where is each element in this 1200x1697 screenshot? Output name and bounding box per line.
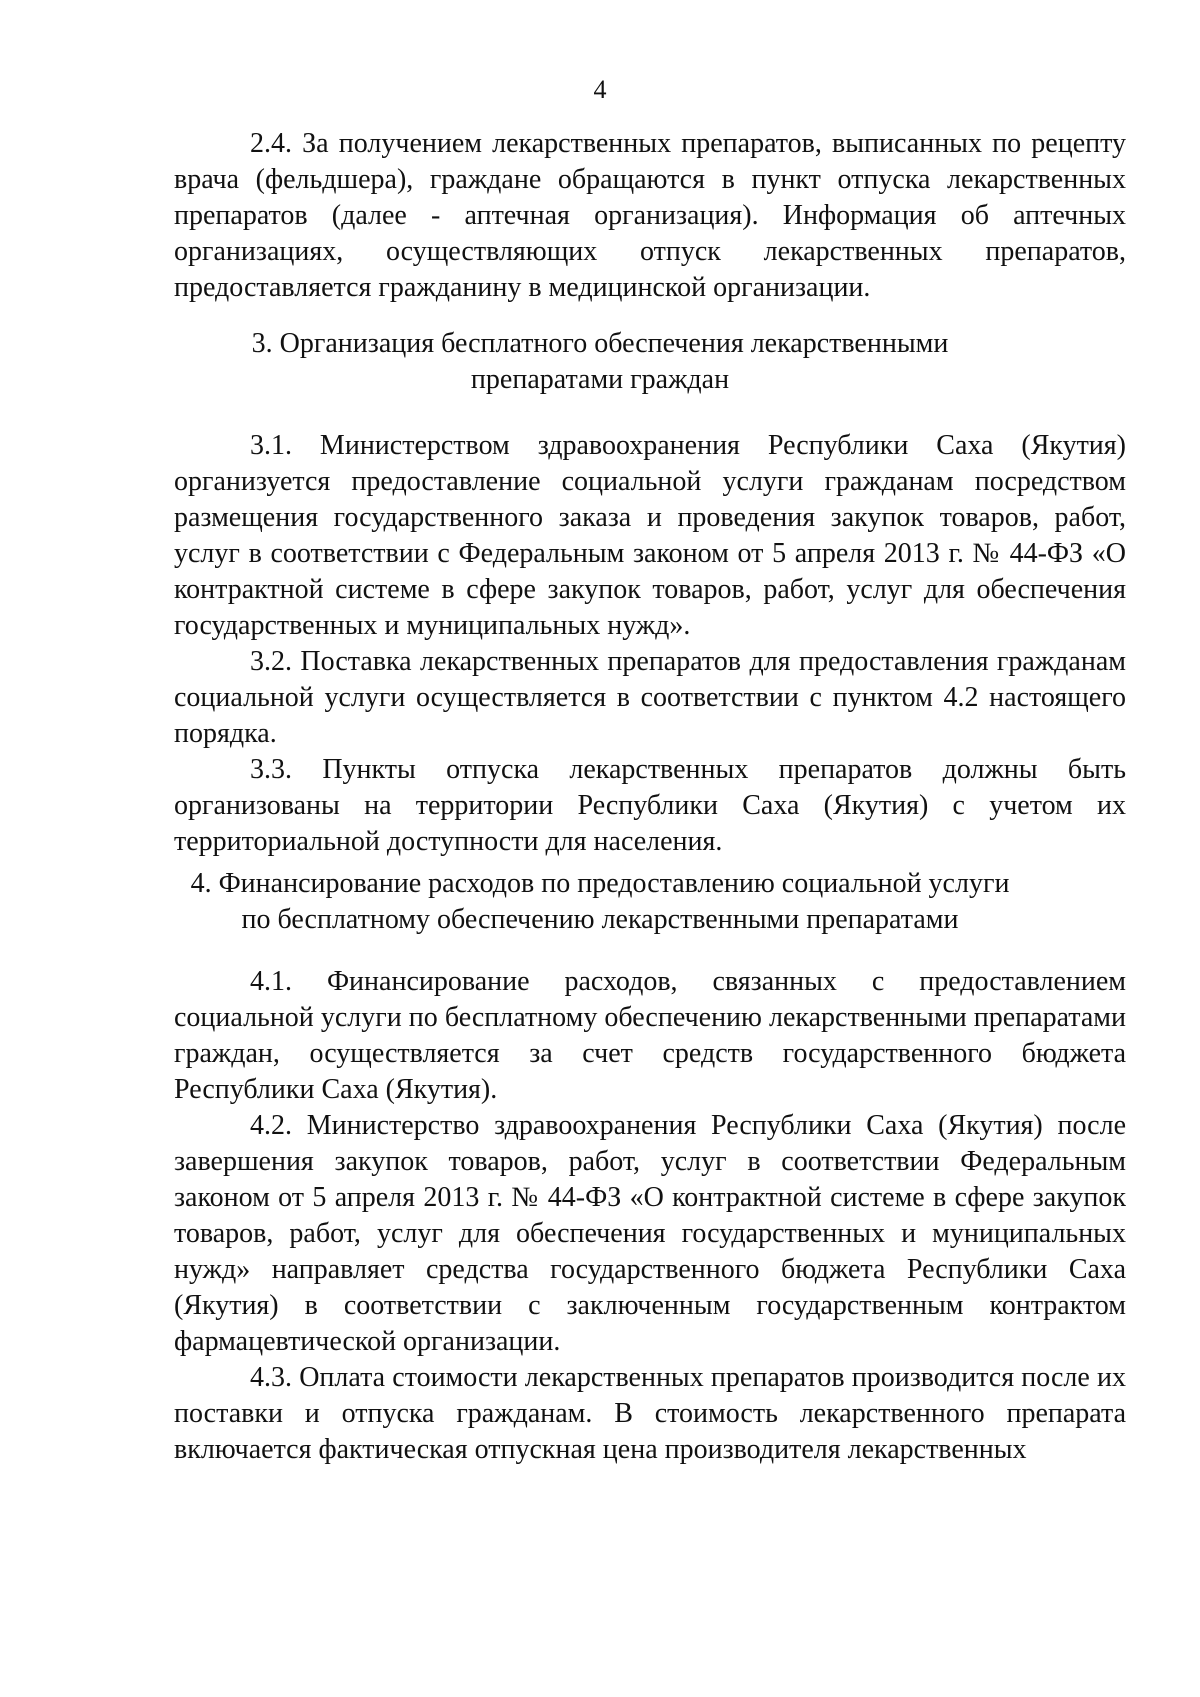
- section-3-heading: [0, 326, 1200, 398]
- section-3-heading-line2: препаратами граждан: [470, 364, 730, 395]
- paragraph-4-2: 4.2. Министерство здравоохранения Республики Саха (Якутия) после завершения закупок товаров, работ, услуг в соответствии Федеральным законом от 5 апреля 2013 г. № 44-ФЗ «О контрактной системе в сфере закупок товаров, работ, услуг для обеспечения государственных и муниципальных нужд» направляет средства государственного бюджета Республики Саха (Якутия) в соответствии с заключенным государственным контрактом фармацевтической организации.: [174, 1110, 1126, 1357]
- section-3-body: [174, 428, 1126, 860]
- section-2-4: [174, 126, 1126, 306]
- section-4-heading: [0, 866, 1200, 938]
- paragraph-4-1: 4.1. Финансирование расходов, связанных с предоставлением социальной услуги по бесплатному обеспечению лекарственными препаратами граждан, осуществляется за счет средств государственного бюджета Республики Саха (Якутия).: [174, 966, 1126, 1105]
- paragraph-3-1: 3.1. Министерством здравоохранения Республики Саха (Якутия) организуется предоставление социальной услуги гражданам посредством размещения государственного заказа и проведения закупок товаров, работ, услуг в соответствии с Федеральным законом от 5 апреля 2013 г. № 44-ФЗ «О контрактной системе в сфере закупок товаров, работ, услуг для обеспечения государственных и муниципальных нужд».: [174, 430, 1126, 641]
- paragraph-3-2: 3.2. Поставка лекарственных препаратов для предоставления гражданам социальной услуги осуществляется в соответствии с пунктом 4.2 настоящего порядка.: [174, 646, 1126, 749]
- page-number: 4: [593, 75, 607, 104]
- paragraph-2-4: 2.4. За получением лекарственных препаратов, выписанных по рецепту врача (фельдшера), граждане обращаются в пункт отпуска лекарственных препаратов (далее - аптечная организация). Информация об аптечных организациях, осуществляющих отпуск лекарственных препаратов, предоставляется гражданину в медицинской организации.: [174, 128, 1126, 303]
- paragraph-4-3: 4.3. Оплата стоимости лекарственных препаратов производится после их поставки и отпуска гражданам. В стоимость лекарственного препарата включается фактическая отпускная цена производителя лекарственных: [174, 1362, 1126, 1465]
- section-3-heading-line1: 3. Организация бесплатного обеспечения лекарственными: [251, 328, 949, 359]
- section-4-heading-line1: 4. Финансирование расходов по предоставлению социальной услуги: [190, 868, 1010, 899]
- section-4-body: [174, 964, 1126, 1468]
- section-4-heading-line2: по бесплатному обеспечению лекарственными препаратами: [241, 904, 959, 935]
- paragraph-3-3: 3.3. Пункты отпуска лекарственных препаратов должны быть организованы на территории Республики Саха (Якутия) с учетом их территориальной доступности для населения.: [174, 754, 1126, 857]
